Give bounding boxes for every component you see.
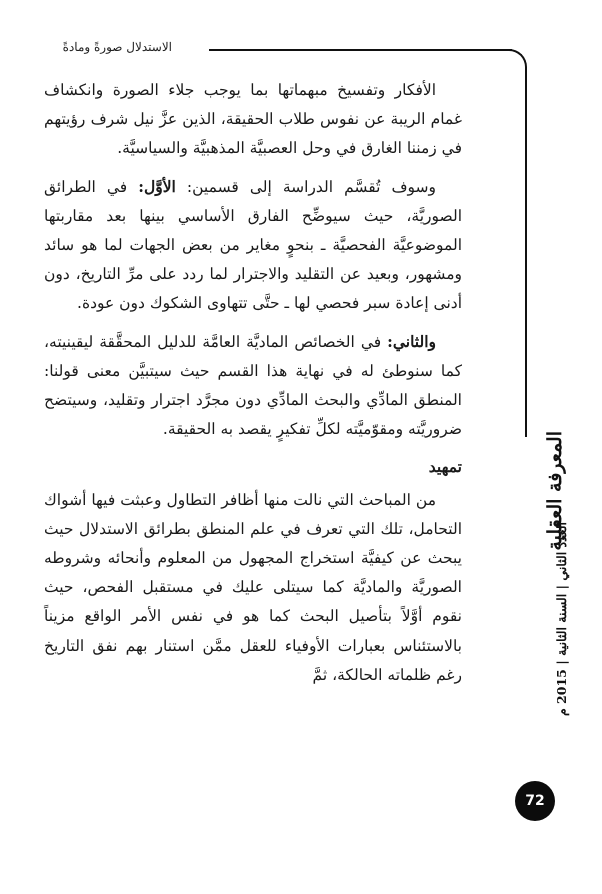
frame-corner (495, 49, 527, 81)
section-heading: تمهيد (428, 457, 462, 477)
paragraph-4: من المباحث التي نالت منها أظافر التطاول وعبثت فيها أشواك التحامل، تلك التي تعرف في علم المنطق بطرائق الاستدلال حيث يبحث عن كيفيَّة استخراج المجهول من المعلوم وأنحائه وشروطه الصوريَّة والماديَّة كما سيتلى عليك في مستقبل الفحص، حيث نقوم أوَّلاً بتأصيل البحث كما هو في نفس الأمر الواقع مزيناً بالاستئناس بعبارات الأوفياء للعقل ممَّن استنار بهم نفق التاريخ رغم ظلماته الحالكة، ثمَّ (44, 490, 462, 684)
running-header: الاستدلال صورةً ومادةً (62, 40, 172, 54)
paragraph-3 (44, 327, 462, 445)
journal-logo-text: المعرفة العقلية (543, 431, 566, 551)
header-rule (209, 49, 512, 51)
paragraph-1: الأفكار وتفسيخ مبهماتها بما يوجب جلاء الصورة وانكشاف غمام الريبة عن نفوس طلاب الحقيقة، الذين عزَّ نيل شرف رؤيتهم في زمننا الغارق في وحل العصبيَّة المذهبيَّة والسياسيَّة. (44, 81, 462, 158)
issue-line-text: العدد الثاني | السنة الثانية | 2015 م (553, 521, 569, 717)
article-body (44, 76, 462, 698)
page-number: 72 (515, 781, 555, 821)
paragraph-3-text: في الخصائص الماديَّة العامَّة للدليل المحقَّقة ليقينيته، كما سنوطئ له في نهاية هذا القسم حيث سيتبيَّن معنى قولنا: المنطق المادِّي والبحث المادِّي دون مجرَّد اجترار وتقليد، وسيتضح ضروريَّته ومقوّميَّته لكلِّ تفكيرٍ يقصد به الحقيقة. (44, 332, 462, 439)
paragraph-2-text: في الطرائق الصوريَّة، حيث سيوضِّح الفارق الأساسي بينها بعد مقاربتها الموضوعيَّة الفحصيَّة ـ بنحوٍ مغاير من بعض الجهات لما هو سائد ومشهور، وبعيد عن التقليد والاجترار لما ردد على مرِّ التاريخ، دون أدنى إعادة سبر فحصي لها ـ حتَّى تتهاوى الشكوك دون عودة. (44, 177, 462, 313)
section-label-second: والثاني: (387, 331, 436, 351)
issue-line (548, 518, 574, 720)
frame-side-rule (525, 75, 527, 437)
paragraph-2-intro: وسوف تُقسَّم الدراسة إلى قسمين: (175, 177, 436, 196)
paragraph-2 (44, 172, 462, 319)
section-label-first: الأوَّل: (138, 176, 176, 196)
